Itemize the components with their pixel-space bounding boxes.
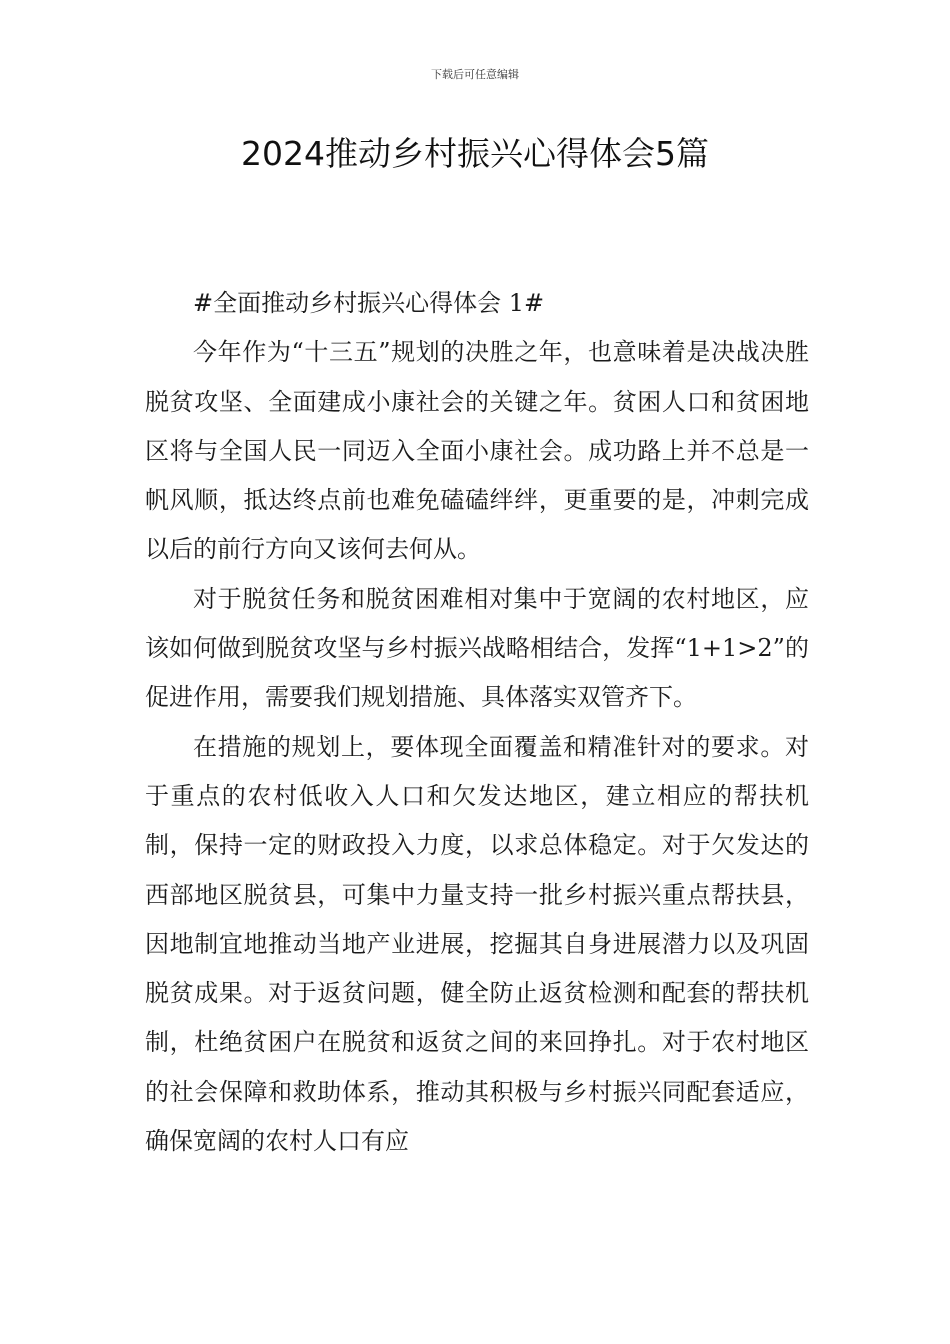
paragraph: 在措施的规划上，要体现全面覆盖和精准针对的要求。对于重点的农村低收入人口和欠发达地区，建立相应的帮扶机制，保持一定的财政投入力度，以求总体稳定。对于欠发达的西部地区脱贫县，可集中力量支持一批乡村振兴重点帮扶县，因地制宜地推动当地产业进展，挖掘其自身进展潜力以及巩固脱贫成果。对于返贫问题，健全防止返贫检测和配套的帮扶机制，杜绝贫困户在脱贫和返贫之间的来回挣扎。对于农村地区的社会保障和救助体系，推动其积极与乡村振兴同配套适应，确保宽阔的农村人口有应 [145,732,809,1156]
paragraph: 今年作为“十三五”规划的决胜之年，也意味着是决战决胜脱贫攻坚、全面建成小康社会的关键之年。贫困人口和贫困地区将与全国人民一同迈入全面小康社会。成功路上并不总是一帆风顺，抵达终点前也难免磕磕绊绊，更重要的是，冲刺完成以后的前行方向又该何去何从。 [145,338,809,564]
section-heading: #全面推动乡村振兴心得体会 1# [193,289,545,317]
header-note: 下载后可任意编辑 [431,68,519,81]
document-body [145,279,809,1166]
paragraph: 对于脱贫任务和脱贫困难相对集中于宽阔的农村地区，应该如何做到脱贫攻坚与乡村振兴战略相结合，发挥“1+1>2”的促进作用，需要我们规划措施、具体落实双管齐下。 [145,584,809,712]
document-title: 2024推动乡村振兴心得体会5篇 [241,134,709,173]
